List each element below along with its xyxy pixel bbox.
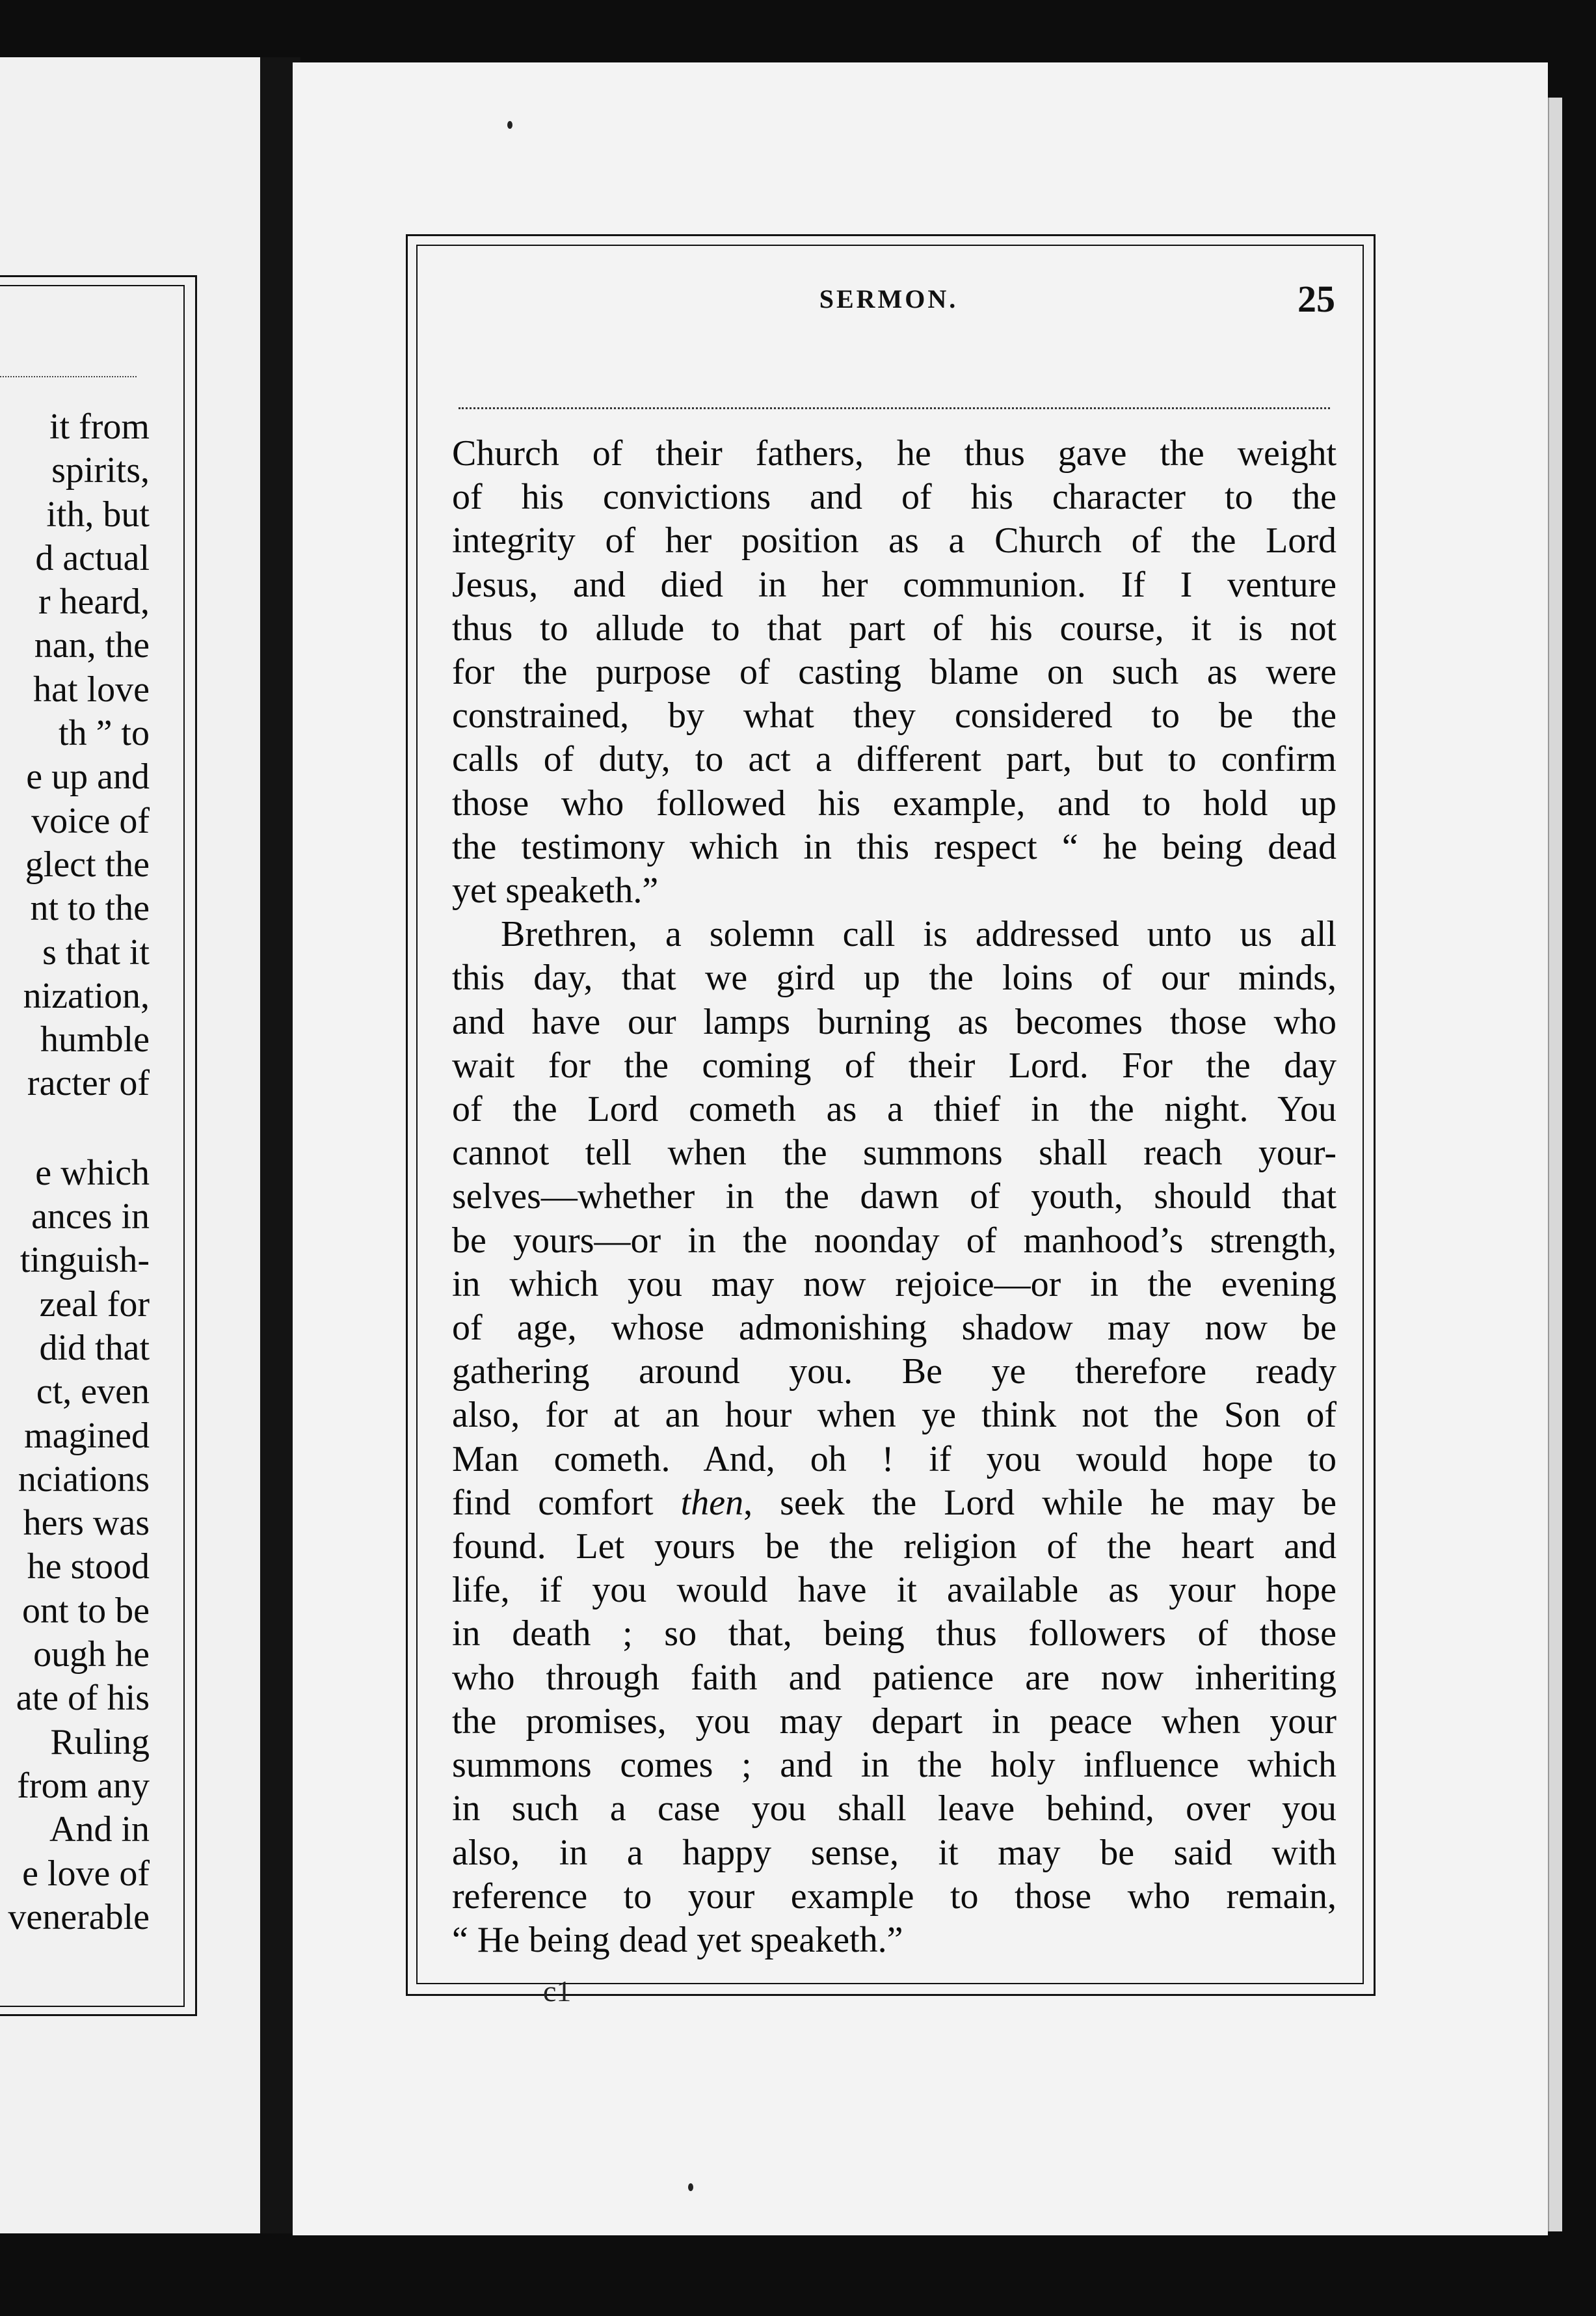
previous-page-line: venerable [8, 1896, 150, 1937]
previous-page-line: spirits, [51, 450, 150, 491]
text-line: for the purpose of casting blame on such as were [452, 652, 1337, 693]
previous-page-line: from any [17, 1765, 150, 1806]
text-line: and have our lamps burning as becomes those who [452, 1001, 1337, 1042]
previous-page-line: glect the [25, 844, 150, 885]
text-line: who through faith and patience are now inheriting [452, 1657, 1337, 1698]
previous-page-line: he stood [27, 1546, 150, 1587]
text-line: in death ; so that, being thus followers of those [452, 1613, 1337, 1654]
text-line: selves—whether in the dawn of youth, should that [452, 1176, 1337, 1217]
previous-page-line: e up and [26, 757, 150, 798]
text-line: of the Lord cometh as a thief in the night. You [452, 1089, 1337, 1130]
text-line: constrained, by what they considered to be the [452, 695, 1337, 736]
text-line: Man cometh. And, oh ! if you would hope to [452, 1438, 1337, 1479]
running-head [416, 277, 1361, 329]
text-line: those who followed his example, and to hold up [452, 783, 1337, 824]
previous-page-line: e which [35, 1152, 150, 1193]
previous-page-line: r heard, [38, 582, 150, 623]
previous-page-line: voice of [31, 800, 150, 841]
running-head-title: SERMON. [819, 284, 959, 314]
text-line: summons comes ; and in the holy influence which [452, 1745, 1337, 1786]
previous-page-line: e love of [22, 1853, 150, 1894]
previous-page [0, 57, 260, 2233]
previous-page-line: did that [39, 1327, 150, 1368]
previous-page-line: zeal for [39, 1284, 150, 1325]
previous-page-head-rule [0, 376, 137, 377]
text-line: calls of duty, to act a different part, but to confirm [452, 739, 1337, 780]
previous-page-line: nt to the [30, 888, 150, 929]
text-line: life, if you would have it available as your hope [452, 1570, 1337, 1611]
text-line: find comfort then, seek the Lord while he may be [452, 1482, 1337, 1523]
previous-page-line: racter of [27, 1063, 150, 1104]
signature-mark: c1 [543, 1974, 572, 2008]
text-line: in which you may now rejoice—or in the evening [452, 1263, 1337, 1304]
page-edge [1548, 98, 1562, 2231]
text-line: be yours—or in the noonday of manhood’s strength, [452, 1220, 1337, 1261]
previous-page-line: ate of his [16, 1678, 150, 1719]
previous-page-line: nciations [18, 1459, 150, 1500]
text-line: cannot tell when the summons shall reach your- [452, 1133, 1337, 1174]
text-line: the promises, you may depart in peace when your [452, 1701, 1337, 1742]
previous-page-line: nan, the [34, 625, 150, 666]
text-line: wait for the coming of their Lord. For the day [452, 1045, 1337, 1086]
ink-speck [688, 2183, 693, 2191]
text-line: yet speaketh.” [452, 870, 659, 911]
text-line: this day, that we gird up the loins of our minds, [452, 958, 1337, 999]
ink-speck [507, 121, 512, 129]
previous-page-line: magined [24, 1415, 150, 1456]
previous-page-line: humble [40, 1019, 150, 1060]
previous-page-line: ances in [31, 1196, 150, 1237]
previous-page-line: ith, but [46, 494, 150, 535]
text-line: also, for at an hour when ye think not the Son of [452, 1395, 1337, 1436]
page [293, 62, 1548, 2235]
previous-page-line: ont to be [22, 1590, 150, 1631]
previous-page-line: Ruling [50, 1721, 150, 1762]
text-line: Jesus, and died in her communion. If I venture [452, 564, 1337, 605]
text-line: also, in a happy sense, it may be said with [452, 1832, 1337, 1873]
page-number: 25 [1297, 278, 1335, 320]
previous-page-line: nization, [23, 975, 150, 1016]
text-line: Church of their fathers, he thus gave the weight [452, 433, 1337, 474]
text-line: reference to your example to those who remain, [452, 1876, 1337, 1917]
previous-page-line: ct, even [36, 1371, 150, 1412]
previous-page-line: And in [49, 1809, 150, 1850]
text-line: the testimony which in this respect “ he being dead [452, 826, 1337, 867]
text-line: gathering around you. Be ye therefore ready [452, 1351, 1337, 1392]
previous-page-line: s that it [42, 932, 150, 973]
previous-page-line: ough he [33, 1634, 150, 1675]
text-line: found. Let yours be the religion of the heart and [452, 1526, 1337, 1567]
previous-page-line: d actual [35, 537, 150, 578]
previous-page-line: hat love [33, 669, 150, 710]
head-rule [459, 407, 1330, 412]
previous-page-line: tinguish- [20, 1240, 150, 1281]
text-line: thus to allude to that part of his course, it is not [452, 608, 1337, 649]
text-line: of his convictions and of his character to the [452, 477, 1337, 518]
previous-page-line: hers was [23, 1503, 150, 1544]
text-line: “ He being dead yet speaketh.” [452, 1919, 903, 1960]
text-line: integrity of her position as a Church of the Lord [452, 520, 1337, 561]
text-line: Brethren, a solemn call is addressed unto us all [501, 914, 1337, 955]
previous-page-text [0, 405, 150, 1939]
text-line: of age, whose admonishing shadow may now be [452, 1308, 1337, 1349]
previous-page-line: th ” to [59, 713, 150, 754]
previous-page-line: it from [49, 407, 150, 447]
text-line: in such a case you shall leave behind, over you [452, 1788, 1337, 1829]
sermon-body-text [452, 432, 1337, 1962]
previous-page-line [0, 1106, 150, 1151]
